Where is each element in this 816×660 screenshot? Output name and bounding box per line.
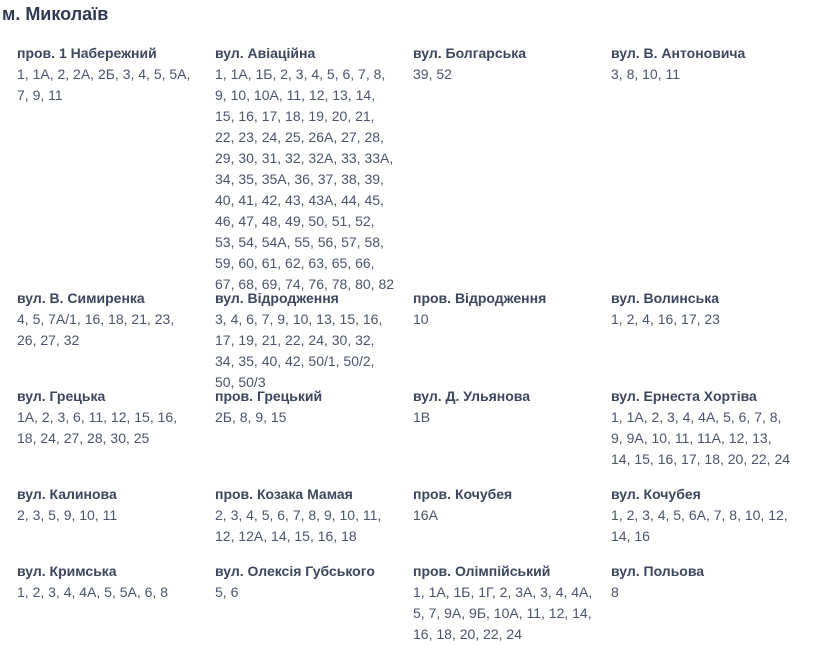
house-numbers: 39, 52 bbox=[413, 66, 452, 82]
street-entry bbox=[611, 43, 809, 288]
house-numbers: 1, 2, 3, 4, 4А, 5, 5А, 6, 8 bbox=[17, 584, 168, 600]
street-name: вул. Грецька bbox=[17, 388, 106, 404]
street-entry bbox=[413, 43, 611, 288]
house-numbers: 10 bbox=[413, 311, 429, 327]
house-numbers: 16А bbox=[413, 507, 438, 523]
street-entry bbox=[611, 561, 809, 645]
street-entry bbox=[215, 386, 413, 484]
street-name: вул. Авіаційна bbox=[215, 45, 316, 61]
house-numbers: 3, 4, 6, 7, 9, 10, 13, 15, 16, 17, 19, 21, 22, 24, 30, 32, 34, 35, 40, 42, 50/1, 50/2, 50, 50/3 bbox=[215, 311, 383, 390]
house-numbers: 1, 1А, 1Б, 2, 3, 4, 5, 6, 7, 8, 9, 10, 10А, 11, 12, 13, 14, 15, 16, 17, 18, 19, 20, 21, 22, 23, 24, 25, 26А, 27, 28, 29, 30, 31, 32, 32А, 33, 33А, 34, 35, 35А, 36, 37, 38, 39, 40, 41, 42, 43, 43А, 44, 45, 46, 47, 48, 49, 50, 51, 52, 53, 54, 54А, 55, 56, 57, 58, 59, 60, 61, 62, 63, 65, 66, 67, 68, 69, 74, 76, 78, 80, 82 bbox=[215, 66, 395, 292]
streets-grid bbox=[17, 43, 809, 645]
street-entry bbox=[215, 288, 413, 390]
street-entry bbox=[611, 288, 809, 386]
house-numbers: 1, 2, 4, 16, 17, 23 bbox=[611, 311, 720, 327]
house-numbers: 1, 2, 3, 4, 5, 6А, 7, 8, 10, 12, 14, 16 bbox=[611, 507, 788, 544]
house-numbers: 2, 3, 4, 5, 6, 7, 8, 9, 10, 11, 12, 12А, 14, 15, 16, 18 bbox=[215, 507, 382, 544]
street-name: вул. Олексія Губського bbox=[215, 563, 375, 579]
street-name: вул. Д. Ульянова bbox=[413, 388, 530, 404]
street-entry bbox=[413, 386, 611, 484]
street-name: вул. Польова bbox=[611, 563, 705, 579]
street-entry bbox=[215, 561, 413, 645]
street-entry bbox=[17, 386, 215, 484]
house-numbers: 1, 1А, 1Б, 1Г, 2, 3А, 3, 4, 4А, 5, 7, 9А, 9Б, 10А, 11, 12, 14, 16, 18, 20, 22, 24 bbox=[413, 584, 593, 642]
street-name: вул. Волинська bbox=[611, 290, 719, 306]
street-name: пров. 1 Набережний bbox=[17, 45, 157, 61]
house-numbers: 1В bbox=[413, 409, 431, 425]
street-entry bbox=[17, 561, 215, 645]
house-numbers: 1, 1А, 2, 3, 4, 4А, 5, 6, 7, 8, 9, 9А, 10, 11, 11А, 12, 13, 14, 15, 16, 17, 18, 20, 22, 24 bbox=[611, 409, 791, 467]
city-title: м. Миколаїв bbox=[2, 4, 109, 24]
street-name: вул. Болгарська bbox=[413, 45, 527, 61]
street-name: вул. Кочубея bbox=[611, 486, 701, 502]
house-numbers: 2Б, 8, 9, 15 bbox=[215, 409, 287, 425]
street-entry bbox=[215, 484, 413, 561]
street-name: пров. Відродження bbox=[413, 290, 547, 306]
street-entry bbox=[413, 288, 611, 386]
street-name: вул. В. Антоновича bbox=[611, 45, 746, 61]
street-name: вул. Калинова bbox=[17, 486, 117, 502]
house-numbers: 1А, 2, 3, 6, 11, 12, 15, 16, 18, 24, 27, 28, 30, 25 bbox=[17, 409, 178, 446]
house-numbers: 4, 5, 7А/1, 16, 18, 21, 23, 26, 27, 32 bbox=[17, 311, 175, 348]
street-entry bbox=[611, 386, 809, 484]
street-entry bbox=[611, 484, 809, 561]
street-entry bbox=[17, 484, 215, 561]
street-entry bbox=[215, 43, 413, 292]
street-name: пров. Грецький bbox=[215, 388, 323, 404]
house-numbers: 5, 6 bbox=[215, 584, 239, 600]
street-name: пров. Козака Мамая bbox=[215, 486, 353, 502]
house-numbers: 2, 3, 5, 9, 10, 11 bbox=[17, 507, 118, 523]
street-entry bbox=[413, 561, 611, 645]
house-numbers: 3, 8, 10, 11 bbox=[611, 66, 681, 82]
street-name: вул. Ернеста Хортіва bbox=[611, 388, 757, 404]
house-numbers: 1, 1А, 2, 2А, 2Б, 3, 4, 5, 5А, 7, 9, 11 bbox=[17, 66, 191, 103]
street-entry bbox=[17, 288, 215, 386]
street-name: пров. Олімпійський bbox=[413, 563, 551, 579]
street-name: вул. Кримська bbox=[17, 563, 117, 579]
street-entry bbox=[17, 43, 215, 288]
street-name: пров. Кочубея bbox=[413, 486, 513, 502]
street-name: вул. В. Симиренка bbox=[17, 290, 145, 306]
street-entry bbox=[413, 484, 611, 561]
house-numbers: 8 bbox=[611, 584, 619, 600]
street-name: вул. Відродження bbox=[215, 290, 339, 306]
